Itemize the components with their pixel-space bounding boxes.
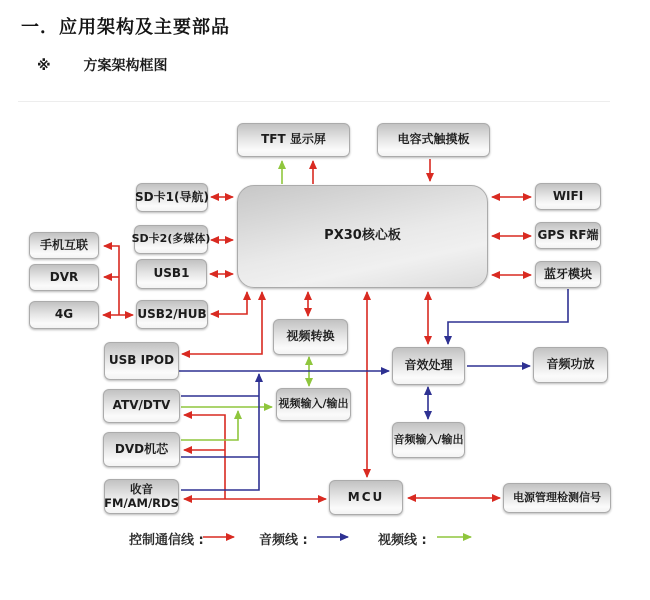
node-sd-card2-multimedia: SD卡2(多媒体) bbox=[134, 225, 208, 254]
node-audio-in-out: 音频输入/输出 bbox=[392, 422, 465, 458]
node-px30-core-board: PX30核心板 bbox=[237, 185, 488, 288]
node-4g: 4G bbox=[29, 301, 99, 329]
node-audio-amplifier: 音频功放 bbox=[533, 347, 608, 383]
node-dvd-mechanism: DVD机芯 bbox=[103, 432, 180, 467]
edge-bt-audioproc bbox=[448, 289, 568, 344]
node-sd-card1-nav: SD卡1(导航) bbox=[136, 183, 208, 212]
subsection-title: 方案架构框图 bbox=[83, 58, 168, 74]
edge-audio-trunk-radio bbox=[181, 374, 259, 490]
legend-label-control-line: 控制通信线 : bbox=[129, 533, 204, 548]
subsection-heading bbox=[37, 55, 168, 75]
edge-usb2hub-phone bbox=[104, 246, 119, 315]
node-mcu: MCU bbox=[329, 480, 403, 515]
node-usb2-hub: USB2/HUB bbox=[136, 300, 208, 329]
node-video-convert: 视频转换 bbox=[273, 319, 348, 355]
node-video-in-out: 视频输入/输出 bbox=[276, 388, 351, 421]
node-radio-label-line1: 收音 bbox=[130, 482, 153, 497]
node-usb-ipod: USB IPOD bbox=[104, 342, 179, 380]
node-wifi: WIFI bbox=[535, 183, 601, 210]
node-dvr: DVR bbox=[29, 264, 99, 291]
node-gps-rf: GPS RF端 bbox=[535, 222, 601, 249]
divider bbox=[18, 101, 610, 102]
edge-px30-usb2hub bbox=[211, 292, 247, 314]
node-audio-effect-processing: 音效处理 bbox=[392, 347, 465, 385]
node-radio-label-line2: FM/AM/RDS bbox=[104, 495, 179, 510]
node-radio-fm-am-rds bbox=[104, 479, 179, 514]
subsection-marker: ※ bbox=[37, 58, 51, 74]
node-bluetooth-module: 蓝牙模块 bbox=[535, 261, 601, 288]
edge-dvd-video-branch bbox=[181, 411, 238, 440]
node-usb1: USB1 bbox=[136, 259, 207, 289]
node-phone-interconnect: 手机互联 bbox=[29, 232, 99, 259]
section-title: 一．应用架构及主要部品 bbox=[21, 17, 230, 38]
node-atv-dtv: ATV/DTV bbox=[103, 389, 180, 423]
node-tft-display: TFT 显示屏 bbox=[237, 123, 350, 157]
edge-mcu-atvdtv bbox=[184, 415, 225, 499]
node-power-mgmt-detect-signal: 电源管理检测信号 bbox=[503, 483, 611, 513]
legend-label-audio-line: 音频线 : bbox=[259, 533, 308, 548]
node-capacitive-touch-panel: 电容式触摸板 bbox=[377, 123, 490, 157]
legend-label-video-line: 视频线 : bbox=[378, 533, 427, 548]
